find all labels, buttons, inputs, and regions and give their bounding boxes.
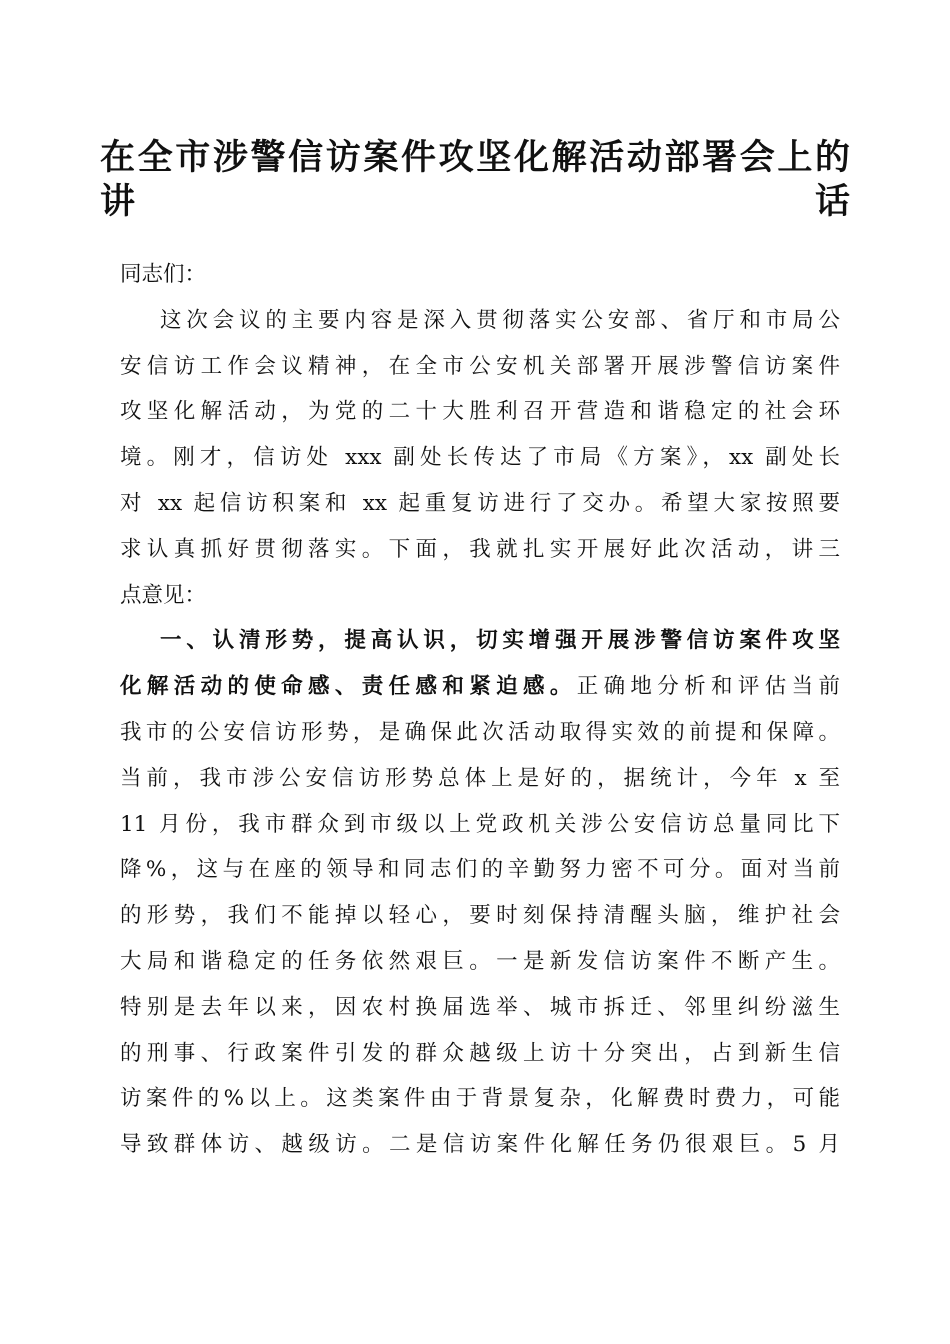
paragraph-line: 访案件的%以上。这类案件由于背景复杂，化解费时费力，可能	[120, 1086, 840, 1112]
paragraph-line: 大局和谐稳定的任务依然艰巨。一是新发信访案件不断产生。	[120, 948, 840, 974]
paragraph-line: 我市的公安信访形势，是确保此次活动取得实效的前提和保障。	[120, 719, 840, 745]
paragraph-line: 这次会议的主要内容是深入贯彻落实公安部、省厅和市局公	[160, 307, 840, 333]
title-line-2: 讲话	[100, 181, 850, 222]
greeting: 同志们：	[120, 262, 207, 287]
section-1-text-start: 正确地分析和评估当前	[576, 674, 840, 700]
paragraph-line: 的形势，我们不能掉以轻心，要时刻保持清醒头脑，维护社会	[120, 903, 840, 929]
paragraph-line: 攻坚化解活动，为党的二十大胜利召开营造和谐稳定的社会环	[120, 399, 840, 425]
section-1-heading-continuation	[120, 664, 840, 710]
paragraph-line: 境。刚才，信访处 xxx 副处长传达了市局《方案》，xx 副处长	[120, 445, 840, 471]
paragraph-line: 对 xx 起信访积案和 xx 起重复访进行了交办。希望大家按照要	[120, 490, 840, 516]
section-1	[120, 618, 840, 1168]
document-title	[100, 136, 850, 224]
paragraph-line: 当前，我市涉公安信访形势总体上是好的，据统计，今年 x 至	[120, 765, 840, 791]
paragraph-line: 11 月份，我市群众到市级以上党政机关涉公安信访总量同比下	[120, 811, 840, 837]
paragraph-intro	[120, 298, 840, 619]
paragraph-line: 特别是去年以来，因农村换届选举、城市拆迁、邻里纠纷滋生	[120, 994, 840, 1020]
paragraph-line: 的刑事、行政案件引发的群众越级上访十分突出，占到新生信	[120, 1040, 840, 1066]
paragraph-line: 点意见：	[120, 582, 207, 608]
document-body	[120, 252, 840, 1168]
paragraph-line: 降%，这与在座的领导和同志们的辛勤努力密不可分。面对当前	[120, 857, 840, 883]
paragraph-line: 求认真抓好贯彻落实。下面，我就扎实开展好此次活动，讲三	[120, 536, 840, 562]
section-1-heading: 一、认清形势，提高认识，切实增强开展涉警信访案件攻坚	[160, 628, 840, 654]
title-line-1: 在全市涉警信访案件攻坚化解活动部署会上的	[100, 137, 850, 178]
paragraph-line: 安信访工作会议精神，在全市公安机关部署开展涉警信访案件	[120, 353, 840, 379]
section-1-heading-end: 化解活动的使命感、责任感和紧迫感。	[120, 674, 577, 700]
paragraph-line: 导致群体访、越级访。二是信访案件化解任务仍很艰巨。5 月	[120, 1132, 840, 1158]
